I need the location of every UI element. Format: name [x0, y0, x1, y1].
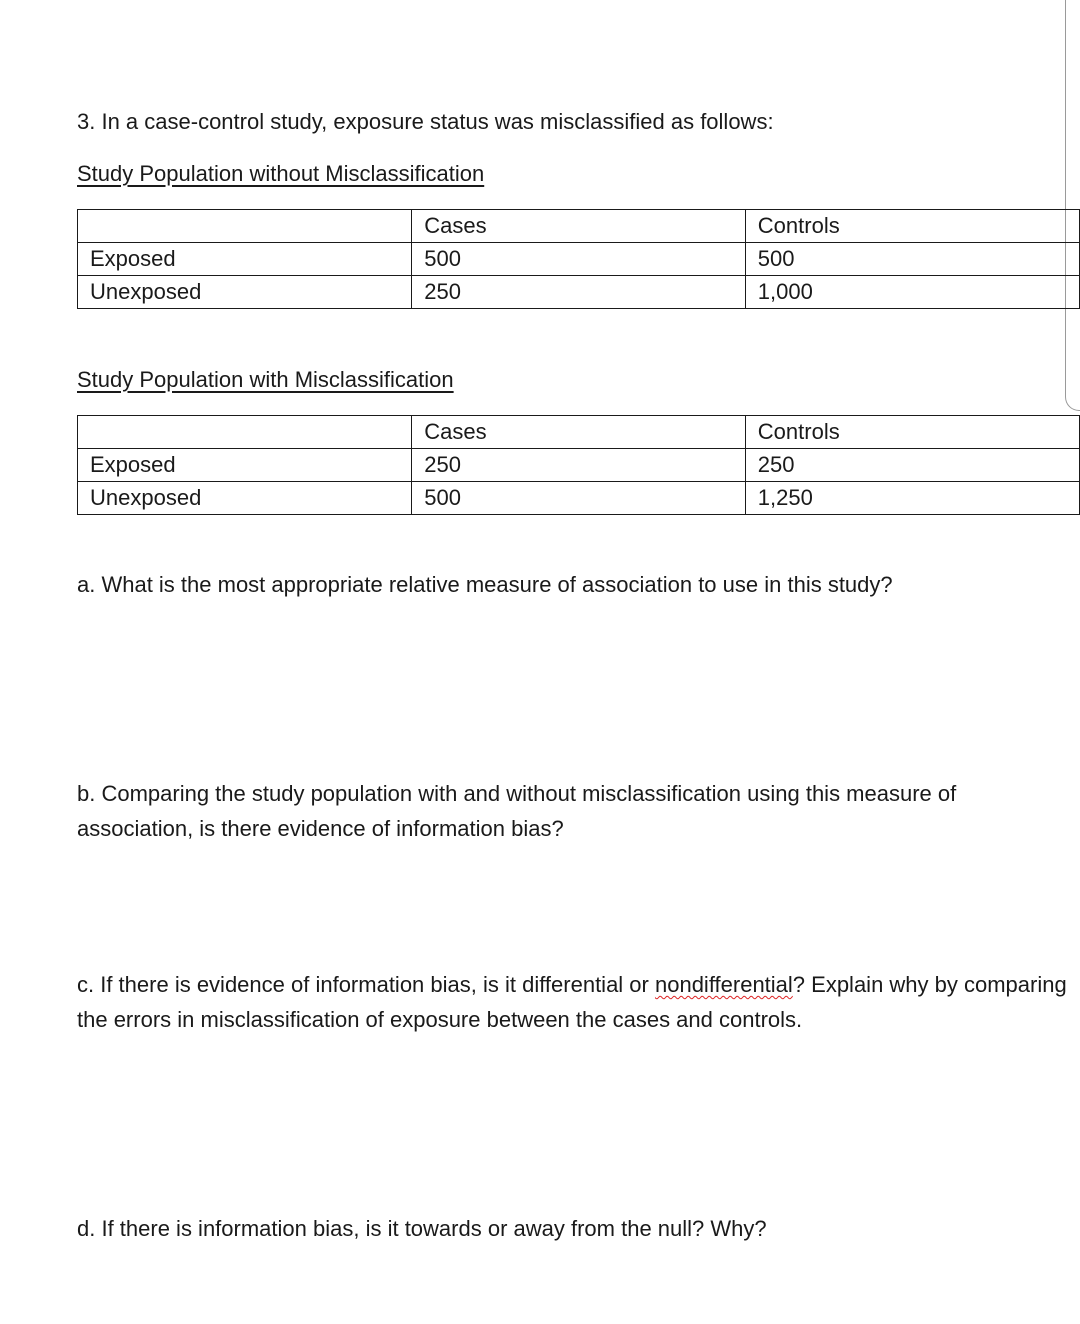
table-header-cell: Cases — [412, 416, 746, 449]
table-cell: Unexposed — [78, 482, 412, 515]
table-cell: Exposed — [78, 449, 412, 482]
table-header-cell: Controls — [745, 210, 1079, 243]
table-header-row — [78, 210, 1080, 243]
table-header-cell — [78, 416, 412, 449]
table-cell: 1,000 — [745, 276, 1079, 309]
table-header-row — [78, 416, 1080, 449]
table1 — [77, 209, 1080, 309]
question-part-d: d. If there is information bias, is it towards or away from the null? Why? — [77, 1216, 767, 1241]
table-cell: 1,250 — [745, 482, 1079, 515]
question-intro: 3. In a case-control study, exposure status was misclassified as follows: — [77, 109, 774, 134]
part-c-text-end: ? Explain why by comparing the errors in misclassification of exposure between the cases and controls. — [77, 972, 1067, 1032]
table-cell: Unexposed — [78, 276, 412, 309]
question-part-c — [77, 967, 1067, 1037]
table-cell: 500 — [412, 482, 746, 515]
table1-title: Study Population without Misclassification — [77, 161, 485, 186]
part-c-text-start: c. If there is evidence of information bias, is it differential or — [77, 972, 655, 997]
question-part-a: a. What is the most appropriate relative measure of association to use in this study? — [77, 572, 893, 597]
table-row — [78, 276, 1080, 309]
table-cell: 500 — [412, 243, 746, 276]
table-row — [78, 449, 1080, 482]
table-cell: 250 — [745, 449, 1079, 482]
table2 — [77, 415, 1080, 515]
question-part-b: b. Comparing the study population with and without misclassification using this measure of association, is there evidence of information bias? — [77, 781, 957, 841]
table-header-cell: Controls — [745, 416, 1079, 449]
table-cell: 500 — [745, 243, 1079, 276]
table-header-cell: Cases — [412, 210, 746, 243]
table-header-cell — [78, 210, 412, 243]
table-row — [78, 482, 1080, 515]
table-cell: 250 — [412, 449, 746, 482]
table2-title: Study Population with Misclassification — [77, 367, 454, 392]
table-row — [78, 243, 1080, 276]
table-cell: Exposed — [78, 243, 412, 276]
spellcheck-flagged-word: nondifferential — [654, 972, 793, 997]
page-frame-edge — [1065, 0, 1080, 411]
table-cell: 250 — [412, 276, 746, 309]
